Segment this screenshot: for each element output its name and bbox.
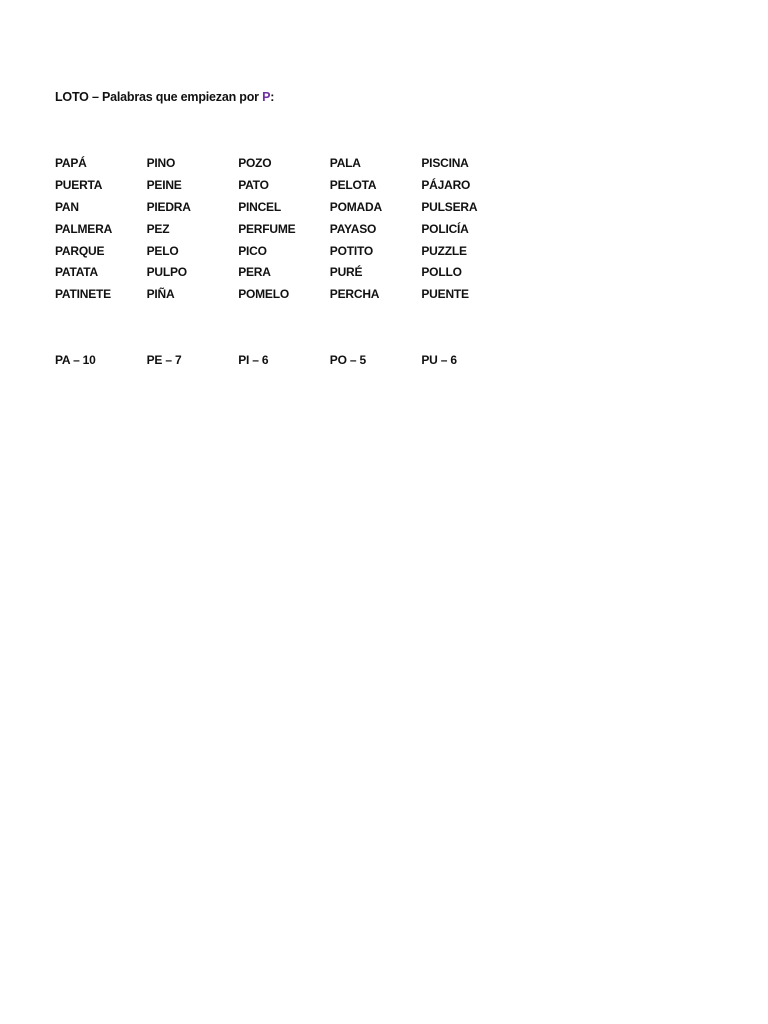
word-cell: POTITO: [329, 243, 374, 258]
syllable-count: PA – 10: [55, 353, 96, 367]
word-cell: PULPO: [146, 265, 187, 280]
word-cell: POZO: [238, 156, 272, 170]
word-cell: PATINETE: [55, 287, 111, 302]
word-list-grid: [55, 155, 513, 308]
word-cell: PURÉ: [329, 265, 363, 280]
word-cell: POLLO: [421, 265, 462, 280]
word-cell: PIEDRA: [146, 199, 191, 214]
word-cell: PATATA: [55, 265, 99, 280]
word-cell: PAPÁ: [55, 156, 87, 170]
word-cell: PALA: [329, 156, 361, 170]
title-prefix: LOTO – Palabras que empiezan por: [55, 90, 263, 104]
word-cell: PATO: [238, 177, 269, 192]
word-cell: PINCEL: [238, 199, 281, 214]
syllable-count: PI – 6: [238, 353, 269, 367]
word-cell: PELOTA: [329, 177, 377, 192]
word-cell: PERA: [238, 265, 271, 280]
word-cell: PERCHA: [329, 287, 380, 302]
word-cell: PUZZLE: [421, 243, 467, 258]
syllable-count: PU – 6: [421, 353, 457, 367]
syllable-counts-row: [55, 352, 513, 368]
word-cell: PERFUME: [238, 221, 296, 236]
word-cell: PAYASO: [329, 221, 377, 236]
title-letter: P: [262, 90, 271, 104]
title-suffix: :: [270, 90, 275, 104]
word-cell: PUERTA: [55, 177, 103, 192]
word-cell: PAN: [55, 199, 79, 214]
word-cell: PINO: [146, 156, 176, 170]
page-title: [55, 90, 274, 104]
word-cell: PELO: [146, 243, 179, 258]
word-cell: PEINE: [146, 177, 182, 192]
word-cell: PISCINA: [421, 156, 469, 170]
word-cell: PEZ: [146, 221, 170, 236]
syllable-count: PO – 5: [329, 353, 366, 367]
syllable-count: PE – 7: [146, 353, 182, 367]
word-cell: PUENTE: [421, 287, 469, 302]
word-cell: POMADA: [329, 199, 382, 214]
word-cell: PÁJARO: [421, 177, 471, 192]
word-cell: PICO: [238, 243, 267, 258]
word-cell: PIÑA: [146, 287, 175, 302]
word-cell: PULSERA: [421, 199, 478, 214]
word-cell: PALMERA: [55, 221, 113, 236]
word-cell: POLICÍA: [421, 221, 469, 236]
word-cell: PARQUE: [55, 243, 105, 258]
word-cell: POMELO: [238, 287, 289, 302]
